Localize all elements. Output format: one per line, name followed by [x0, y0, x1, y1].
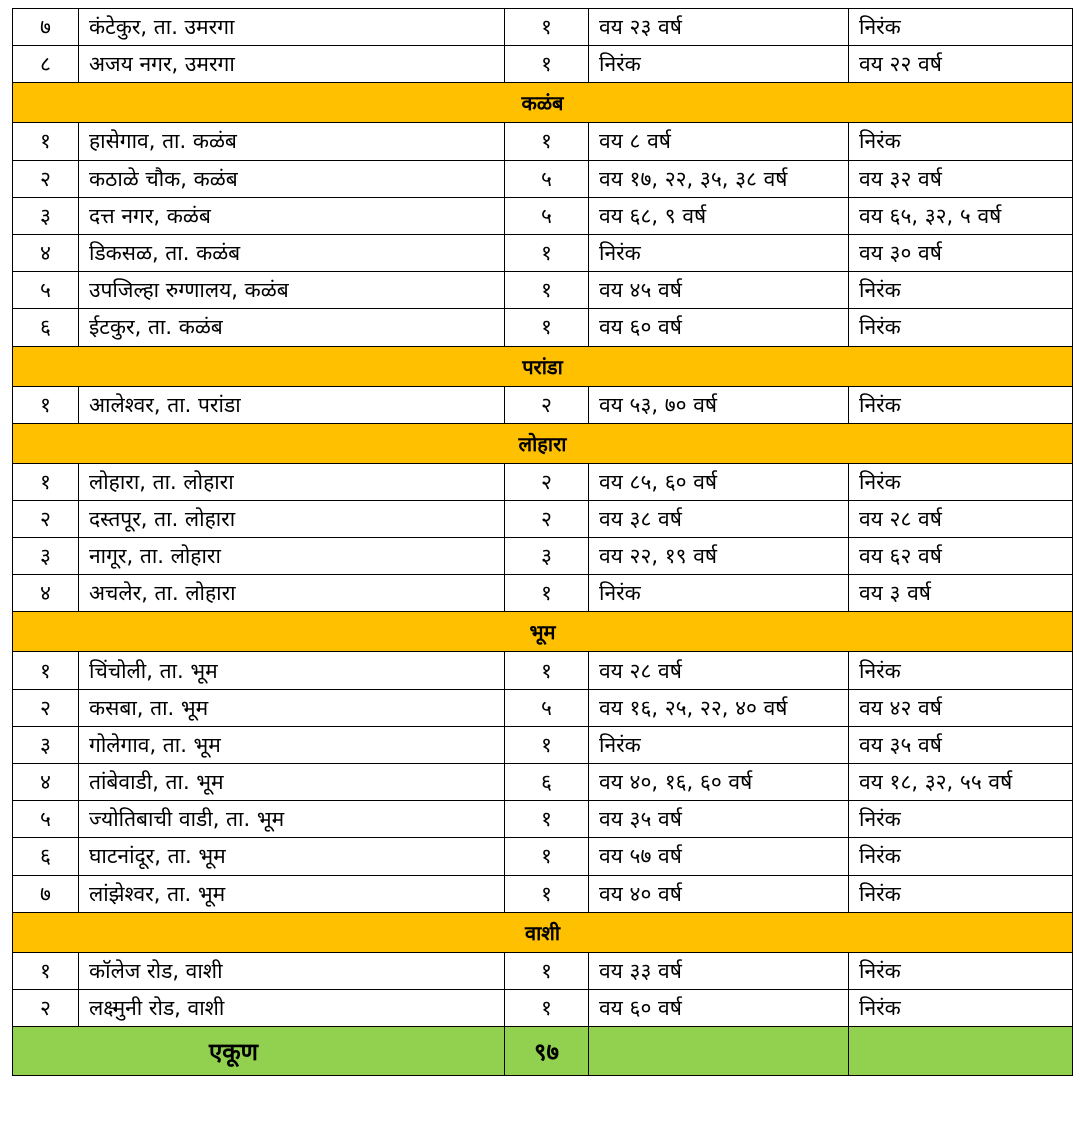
count-cell: २ [505, 463, 589, 500]
count-cell: १ [505, 801, 589, 838]
table-row [13, 952, 1073, 989]
table-row [13, 875, 1073, 912]
serial-number-cell: २ [13, 500, 79, 537]
ages-col4-cell: वय ३५ वर्ष [589, 801, 849, 838]
serial-number-cell: ८ [13, 46, 79, 83]
place-cell: अचलेर, ता. लोहारा [79, 575, 505, 612]
place-cell: डिकसळ, ता. कळंब [79, 234, 505, 271]
total-empty-cell [589, 1027, 849, 1076]
ages-col4-cell: वय २२, १९ वर्ष [589, 538, 849, 575]
count-cell: ३ [505, 538, 589, 575]
total-count: ९७ [505, 1027, 589, 1076]
count-cell: १ [505, 575, 589, 612]
table-row [13, 575, 1073, 612]
count-cell: ५ [505, 197, 589, 234]
count-cell: १ [505, 309, 589, 346]
table-row [13, 801, 1073, 838]
place-cell: कसबा, ता. भूम [79, 689, 505, 726]
ages-col5-cell: वय २२ वर्ष [849, 46, 1073, 83]
ages-col5-cell: वय ६२ वर्ष [849, 538, 1073, 575]
ages-col4-cell: निरंक [589, 46, 849, 83]
section-title: भूम [13, 612, 1073, 652]
place-cell: तांबेवाडी, ता. भूम [79, 764, 505, 801]
ages-col4-cell: निरंक [589, 726, 849, 763]
ages-col4-cell: निरंक [589, 234, 849, 271]
table-row [13, 726, 1073, 763]
place-cell: कठाळे चौक, कळंब [79, 160, 505, 197]
count-cell: ६ [505, 764, 589, 801]
ages-col5-cell: वय ४२ वर्ष [849, 689, 1073, 726]
place-cell: गोलेगाव, ता. भूम [79, 726, 505, 763]
serial-number-cell: ४ [13, 764, 79, 801]
ages-col5-cell: वय ६५, ३२, ५ वर्ष [849, 197, 1073, 234]
table-body [13, 9, 1073, 1027]
section-title: कळंब [13, 83, 1073, 123]
ages-col5-cell: निरंक [849, 801, 1073, 838]
total-label: एकूण [13, 1027, 505, 1076]
table-row [13, 689, 1073, 726]
count-cell: १ [505, 272, 589, 309]
table-row [13, 160, 1073, 197]
ages-col5-cell: निरंक [849, 272, 1073, 309]
place-cell: कंटेकुर, ता. उमरगा [79, 9, 505, 46]
place-cell: अजय नगर, उमरगा [79, 46, 505, 83]
place-cell: लोहारा, ता. लोहारा [79, 463, 505, 500]
ages-col4-cell: वय ८५, ६० वर्ष [589, 463, 849, 500]
table-row [13, 764, 1073, 801]
total-row [13, 1027, 1073, 1076]
count-cell: २ [505, 386, 589, 423]
table-row [13, 309, 1073, 346]
section-title: लोहारा [13, 423, 1073, 463]
ages-col5-cell: निरंक [849, 9, 1073, 46]
place-cell: नागूर, ता. लोहारा [79, 538, 505, 575]
ages-col4-cell: वय ६० वर्ष [589, 989, 849, 1026]
serial-number-cell: १ [13, 123, 79, 160]
serial-number-cell: ७ [13, 9, 79, 46]
ages-col5-cell: निरंक [849, 838, 1073, 875]
serial-number-cell: ५ [13, 272, 79, 309]
section-header-row [13, 423, 1073, 463]
serial-number-cell: ५ [13, 801, 79, 838]
place-cell: दस्तपूर, ता. लोहारा [79, 500, 505, 537]
ages-col4-cell: वय ३३ वर्ष [589, 952, 849, 989]
serial-number-cell: ३ [13, 726, 79, 763]
ages-col5-cell: निरंक [849, 309, 1073, 346]
count-cell: १ [505, 989, 589, 1026]
place-cell: घाटनांदूर, ता. भूम [79, 838, 505, 875]
serial-number-cell: ६ [13, 838, 79, 875]
section-header-row [13, 83, 1073, 123]
place-cell: दत्त नगर, कळंब [79, 197, 505, 234]
count-cell: ५ [505, 689, 589, 726]
serial-number-cell: १ [13, 463, 79, 500]
ages-col4-cell: वय १७, २२, ३५, ३८ वर्ष [589, 160, 849, 197]
count-cell: २ [505, 500, 589, 537]
place-cell: ईटकुर, ता. कळंब [79, 309, 505, 346]
section-title: वाशी [13, 912, 1073, 952]
serial-number-cell: १ [13, 386, 79, 423]
cases-table [12, 8, 1073, 1076]
ages-col5-cell: वय २८ वर्ष [849, 500, 1073, 537]
ages-col5-cell: वय ३ वर्ष [849, 575, 1073, 612]
ages-col4-cell: वय १६, २५, २२, ४० वर्ष [589, 689, 849, 726]
ages-col4-cell: वय ४०, १६, ६० वर्ष [589, 764, 849, 801]
ages-col5-cell: निरंक [849, 952, 1073, 989]
serial-number-cell: १ [13, 652, 79, 689]
total-empty-cell [849, 1027, 1073, 1076]
ages-col4-cell: वय ८ वर्ष [589, 123, 849, 160]
serial-number-cell: ३ [13, 538, 79, 575]
ages-col4-cell: वय ५७ वर्ष [589, 838, 849, 875]
ages-col5-cell: वय ३५ वर्ष [849, 726, 1073, 763]
ages-col5-cell: निरंक [849, 386, 1073, 423]
serial-number-cell: २ [13, 689, 79, 726]
place-cell: हासेगाव, ता. कळंब [79, 123, 505, 160]
table-row [13, 500, 1073, 537]
ages-col4-cell: वय ६८, ९ वर्ष [589, 197, 849, 234]
place-cell: लक्ष्मुनी रोड, वाशी [79, 989, 505, 1026]
ages-col4-cell: वय २३ वर्ष [589, 9, 849, 46]
table-row [13, 386, 1073, 423]
ages-col5-cell: वय १८, ३२, ५५ वर्ष [849, 764, 1073, 801]
place-cell: कॉलेज रोड, वाशी [79, 952, 505, 989]
section-header-row [13, 912, 1073, 952]
serial-number-cell: १ [13, 952, 79, 989]
ages-col4-cell: वय ५३, ७० वर्ष [589, 386, 849, 423]
ages-col5-cell: निरंक [849, 652, 1073, 689]
count-cell: १ [505, 838, 589, 875]
count-cell: १ [505, 952, 589, 989]
table-row [13, 989, 1073, 1026]
serial-number-cell: ३ [13, 197, 79, 234]
place-cell: उपजिल्हा रुग्णालय, कळंब [79, 272, 505, 309]
serial-number-cell: ६ [13, 309, 79, 346]
place-cell: आलेश्वर, ता. परांडा [79, 386, 505, 423]
serial-number-cell: ४ [13, 234, 79, 271]
place-cell: लांझेश्वर, ता. भूम [79, 875, 505, 912]
ages-col4-cell: निरंक [589, 575, 849, 612]
table-row [13, 538, 1073, 575]
table-row [13, 272, 1073, 309]
ages-col5-cell: निरंक [849, 875, 1073, 912]
count-cell: १ [505, 875, 589, 912]
serial-number-cell: ४ [13, 575, 79, 612]
table-row [13, 123, 1073, 160]
ages-col4-cell: वय ४० वर्ष [589, 875, 849, 912]
ages-col5-cell: निरंक [849, 123, 1073, 160]
table-row [13, 234, 1073, 271]
table-row [13, 197, 1073, 234]
table-row [13, 463, 1073, 500]
table-row [13, 838, 1073, 875]
ages-col4-cell: वय ३८ वर्ष [589, 500, 849, 537]
serial-number-cell: ७ [13, 875, 79, 912]
section-header-row [13, 612, 1073, 652]
count-cell: ५ [505, 160, 589, 197]
ages-col5-cell: वय ३० वर्ष [849, 234, 1073, 271]
count-cell: १ [505, 46, 589, 83]
place-cell: ज्योतिबाची वाडी, ता. भूम [79, 801, 505, 838]
ages-col5-cell: निरंक [849, 989, 1073, 1026]
section-title: परांडा [13, 346, 1073, 386]
count-cell: १ [505, 9, 589, 46]
serial-number-cell: २ [13, 160, 79, 197]
table-row [13, 46, 1073, 83]
ages-col5-cell: वय ३२ वर्ष [849, 160, 1073, 197]
count-cell: १ [505, 234, 589, 271]
count-cell: १ [505, 123, 589, 160]
serial-number-cell: २ [13, 989, 79, 1026]
place-cell: चिंचोली, ता. भूम [79, 652, 505, 689]
table-row [13, 652, 1073, 689]
section-header-row [13, 346, 1073, 386]
ages-col4-cell: वय ४५ वर्ष [589, 272, 849, 309]
ages-col5-cell: निरंक [849, 463, 1073, 500]
count-cell: १ [505, 726, 589, 763]
ages-col4-cell: वय ६० वर्ष [589, 309, 849, 346]
count-cell: १ [505, 652, 589, 689]
ages-col4-cell: वय २८ वर्ष [589, 652, 849, 689]
table-row [13, 9, 1073, 46]
